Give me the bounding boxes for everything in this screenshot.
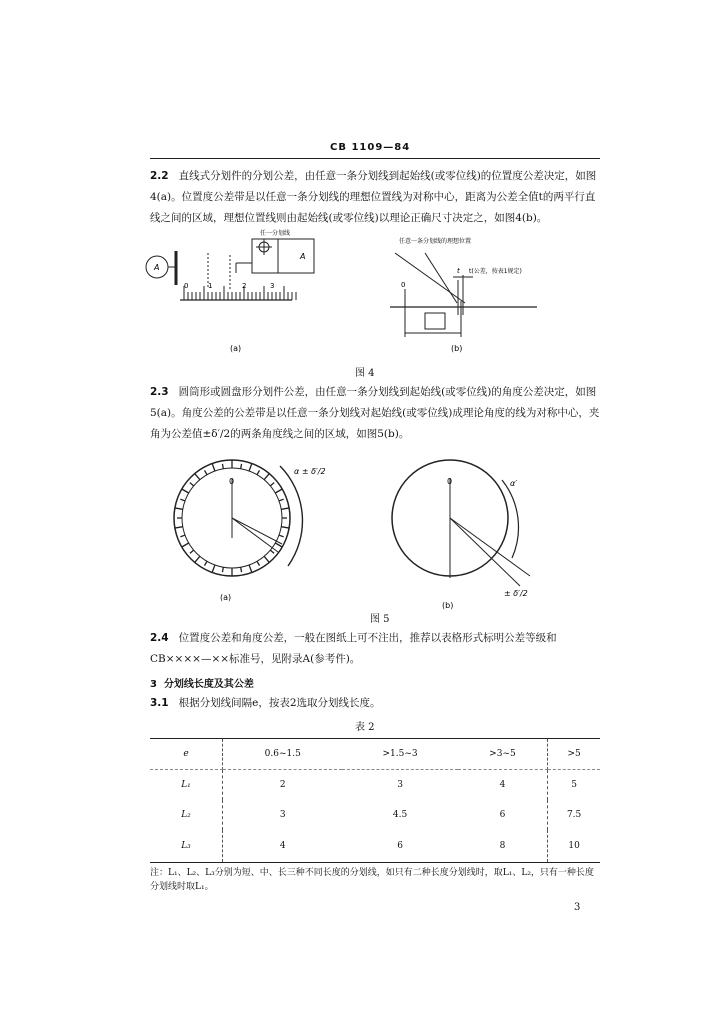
dial-tick bbox=[182, 489, 189, 493]
dial-tick bbox=[195, 474, 200, 480]
figure-5a-sublabel: (a) bbox=[220, 593, 232, 602]
figure-4a-sublabel: (a) bbox=[230, 344, 242, 353]
table-cell: 5 bbox=[571, 780, 577, 790]
dial-tick bbox=[281, 508, 289, 509]
dial-tick bbox=[279, 499, 284, 501]
paragraph-3-1 bbox=[150, 693, 602, 714]
dial-tick bbox=[249, 565, 252, 573]
section-number: 3 bbox=[150, 679, 157, 690]
table-row bbox=[150, 830, 600, 863]
clause-text: 圆筒形或圆盘形分划件公差，由任意一条分划线到起始线(或零位线)的角度公差决定，如图5(a)。角度公差的公差带是以任意一条分划线对起始线(或零位线)成理论角度的线为对称中心，夹角为公差值±δ′/2的两条角度线之间的区域，如图5(b)。 bbox=[150, 386, 600, 440]
circle-label: A bbox=[154, 263, 160, 272]
figure-5b bbox=[380, 448, 560, 613]
tolerance-t-label: t bbox=[457, 267, 460, 275]
ideal-position-label: 任意一条分划线的理想位置 bbox=[399, 238, 472, 245]
dial-tick bbox=[190, 550, 194, 553]
figure-5a bbox=[160, 448, 326, 608]
table-row bbox=[150, 770, 600, 801]
dial-tick bbox=[212, 463, 215, 471]
document-header: CB 1109—84 bbox=[330, 142, 411, 153]
table-cell: 8 bbox=[458, 830, 548, 863]
table-note: 注：L₁、L₂、L₃分别为短、中、长三种不同长度的分划线，如只有二种长度分划线时，取L₁、L₂，只有一种长度分划线时取L₁。 bbox=[150, 868, 594, 892]
box-label: A bbox=[300, 252, 306, 261]
dial-tick bbox=[212, 565, 215, 573]
zero-label: 0 bbox=[401, 281, 406, 289]
table-cell: 10 bbox=[548, 830, 600, 863]
table-cell: 7.5 bbox=[566, 810, 582, 820]
clause-number: 2.4 bbox=[150, 632, 169, 644]
table-2-caption: 表 2 bbox=[355, 722, 375, 733]
tolerance-label: t(公差，按表1规定) bbox=[469, 268, 522, 275]
clause-text: 直线式分划件的分划公差，由任意一条分划线到起始线(或零位线)的位置度公差决定，如图4(a)。位置度公差带是以任意一条分划线的理想位置线为对称中心，距离为公差全值t的两平行直线之间的区域，理想位置线则由起始线(或零位线)以理论正确尺寸决定之，如图4(b)。 bbox=[150, 170, 597, 224]
figure-4b bbox=[385, 225, 545, 355]
table-2 bbox=[150, 738, 600, 863]
table-header-cell: >5 bbox=[548, 739, 600, 770]
angle-label: α ± δ′/2 bbox=[294, 467, 326, 476]
dial-tick bbox=[180, 535, 185, 537]
tick-label-1: 1 bbox=[208, 282, 213, 290]
tick-label-0: 0 bbox=[184, 282, 189, 290]
dial-tick bbox=[182, 543, 189, 547]
dial-tick bbox=[241, 567, 242, 572]
dial-tick bbox=[279, 535, 284, 537]
angle-tolerance-label: ± δ′/2 bbox=[504, 589, 528, 598]
clause-text: 位置度公差和角度公差，一般在图纸上可不注出，推荐以表格形式标明公差等级和CB××××—××标准号，见附录A(参考件)。 bbox=[150, 632, 557, 665]
figure-4b-sublabel: (b) bbox=[451, 344, 463, 353]
dial-tick bbox=[205, 470, 208, 474]
table-header-cell: >3~5 bbox=[458, 739, 548, 770]
paragraph-2-2 bbox=[150, 166, 602, 229]
angle-alpha-label: α′ bbox=[510, 479, 518, 488]
dial-tick bbox=[180, 499, 185, 501]
dial-tick bbox=[195, 556, 200, 562]
dial-tick bbox=[270, 483, 274, 486]
section-title: 分划线长度及其公差 bbox=[163, 679, 254, 690]
dial-tick bbox=[241, 464, 242, 469]
table-row bbox=[150, 800, 600, 830]
dial-tick bbox=[175, 527, 183, 528]
tick-label-2: 2 bbox=[242, 282, 247, 290]
dial-tick bbox=[222, 567, 223, 572]
table-header-cell: >1.5~3 bbox=[342, 739, 457, 770]
clause-number: 2.2 bbox=[150, 170, 169, 182]
dial-tick bbox=[175, 508, 183, 509]
paragraph-2-4 bbox=[150, 628, 602, 670]
clause-number: 3.1 bbox=[150, 697, 169, 709]
table-row-label: L₃ bbox=[150, 830, 223, 863]
table-header-row bbox=[150, 739, 600, 770]
figure-4a bbox=[140, 225, 350, 355]
dial-tick bbox=[222, 464, 223, 469]
header-rule bbox=[150, 158, 600, 159]
clause-number: 2.3 bbox=[150, 386, 169, 398]
paragraph-2-3 bbox=[150, 382, 602, 445]
dial-tick bbox=[190, 483, 194, 486]
dial-tick bbox=[281, 527, 289, 528]
dial-tick bbox=[264, 556, 269, 562]
table-cell: 4.5 bbox=[392, 810, 408, 820]
table-cell: 2 bbox=[279, 780, 286, 790]
table-cell: 6 bbox=[342, 830, 457, 863]
table-row-label: L₁ bbox=[150, 770, 223, 801]
table-cell: 6 bbox=[458, 800, 548, 830]
disc-zero-label: 0 bbox=[447, 477, 453, 486]
tick-label-3: 3 bbox=[270, 282, 275, 290]
frame-label: 任一分划线 bbox=[260, 230, 291, 237]
figure-5b-sublabel: (b) bbox=[442, 601, 454, 610]
table-row-label: L₂ bbox=[150, 800, 223, 830]
dial-tick bbox=[257, 561, 260, 565]
dial-tick bbox=[257, 470, 260, 474]
figure-5-caption: 图 5 bbox=[370, 614, 390, 625]
table-header-cell: e bbox=[150, 739, 223, 770]
dial-tick bbox=[270, 550, 274, 553]
dial-zero-label: 0 bbox=[229, 477, 235, 486]
dial-tick bbox=[205, 561, 208, 565]
figure-4-caption: 图 4 bbox=[355, 368, 375, 379]
table-cell: 3 bbox=[279, 810, 286, 820]
table-cell: 4 bbox=[458, 770, 548, 801]
clause-text: 根据分划线间隔e，按表2选取分划线长度。 bbox=[178, 697, 381, 709]
page-number: 3 bbox=[574, 902, 581, 913]
table-header-cell: 0.6~1.5 bbox=[223, 739, 343, 770]
dial-tick bbox=[249, 463, 252, 471]
dial-tick bbox=[264, 474, 269, 480]
dial-tick bbox=[275, 489, 282, 493]
table-cell: 4 bbox=[223, 830, 343, 863]
section-3-heading bbox=[150, 675, 254, 690]
table-cell: 3 bbox=[397, 780, 403, 790]
